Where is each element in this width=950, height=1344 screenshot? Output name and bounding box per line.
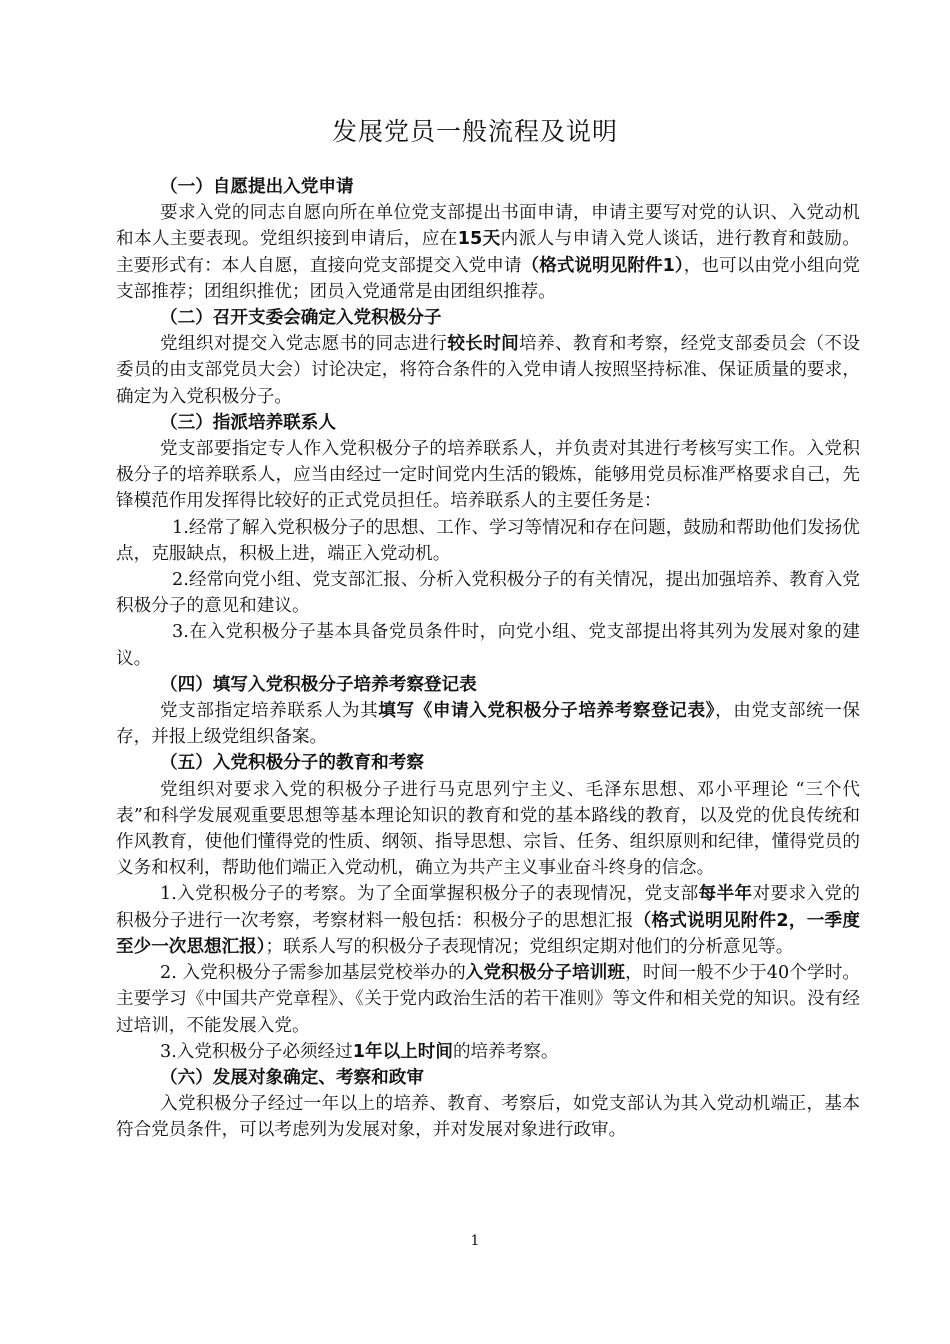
document-body (116, 174, 860, 1144)
section-2-paragraph: 党组织对提交入党志愿书的同志进行较长时间培养、教育和考察，经党支部委员会（不设委员的由支部党员大会）讨论决定，将符合条件的入党申请人按照坚持标准、保证质量的要求，确定为入党积极分子。 (116, 334, 860, 407)
section-1-paragraph: 要求入党的同志自愿向所在单位党支部提出书面申请，申请主要写对党的认识、入党动机和本人主要表现。党组织接到申请后，应在15天内派人与申请入党人谈话，进行教育和鼓励。主要形式有：本人自愿，直接向党支部提交入党申请（格式说明见附件1），也可以由党小组向党支部推荐；团组织推优；团员入党通常是由团组织推荐。 (116, 203, 860, 302)
section-6-heading: （六）发展对象确定、考察和政审 (160, 1067, 424, 1088)
section-4-paragraph: 党支部指定培养联系人为其填写《申请入党积极分子培养考察登记表》，由党支部统一保存，并报上级党组织备案。 (116, 701, 860, 748)
section-6-paragraph: 入党积极分子经过一年以上的培养、教育、考察后，如党支部认为其入党动机端正，基本符合党员条件，可以考虑列为发展对象，并对发展对象进行政审。 (116, 1094, 860, 1141)
section-5-item-1: 1.入党积极分子的考察。为了全面掌握积极分子的表现情况，党支部每半年对要求入党的积极分子进行一次考察，考察材料一般包括：积极分子的思想汇报（格式说明见附件2，一季度至少一次思想汇报）；联系人写的积极分子表现情况；党组织定期对他们的分析意见等。 (116, 884, 860, 957)
section-3-item-2: 2.经常向党小组、党支部汇报、分析入党积极分子的有关情况，提出加强培养、教育入党积极分子的意见和建议。 (116, 570, 860, 617)
section-5-item-2: 2. 入党积极分子需参加基层党校举办的入党积极分子培训班，时间一般不少于40个学时。主要学习《中国共产党章程》、《关于党内政治生活的若干准则》等文件和相关党的知识。没有经过培训，不能发展入党。 (116, 963, 860, 1036)
section-3-item-1: 1.经常了解入党积极分子的思想、工作、学习等情况和存在问题，鼓励和帮助他们发扬优点，克服缺点，积极上进，端正入党动机。 (116, 517, 860, 564)
section-3-item-3: 3.在入党积极分子基本具备党员条件时，向党小组、党支部提出将其列为发展对象的建议。 (116, 622, 860, 669)
section-1-heading: （一）自愿提出入党申请 (160, 177, 354, 197)
page-number: 1 (470, 1233, 480, 1249)
section-5-paragraph: 党组织对要求入党的积极分子进行马克思列宁主义、毛泽东思想、邓小平理论 “三个代表”和科学发展观重要思想等基本理论知识的教育和党的基本路线的教育，以及党的优良传统和作风教育，使他们懂得党的性质、纲领、指导思想、宗旨、任务、组织原则和纪律，懂得党员的义务和权利，帮助他们端正入党动机，确立为共产主义事业奋斗终身的信念。 (116, 779, 860, 879)
section-5-heading: （五）入党积极分子的教育和考察 (160, 753, 424, 774)
document-title: 发展党员一般流程及说明 (331, 117, 618, 146)
section-4-heading: （四）填写入党积极分子培养考察登记表 (160, 674, 477, 695)
section-3-paragraph: 党支部要指定专人作入党积极分子的培养联系人，并负责对其进行考核写实工作。入党积极分子的培养联系人，应当由经过一定时间党内生活的锻炼，能够用党员标准严格要求自己，先锋模范作用发挥得比较好的正式党员担任。培养联系人的主要任务是： (116, 439, 860, 512)
section-5-item-3: 3.入党积极分子必须经过1年以上时间的培养考察。 (160, 1041, 559, 1062)
section-3-heading: （三）指派培养联系人 (160, 412, 336, 433)
section-2-heading: （二）召开支委会确定入党积极分子 (160, 308, 442, 329)
